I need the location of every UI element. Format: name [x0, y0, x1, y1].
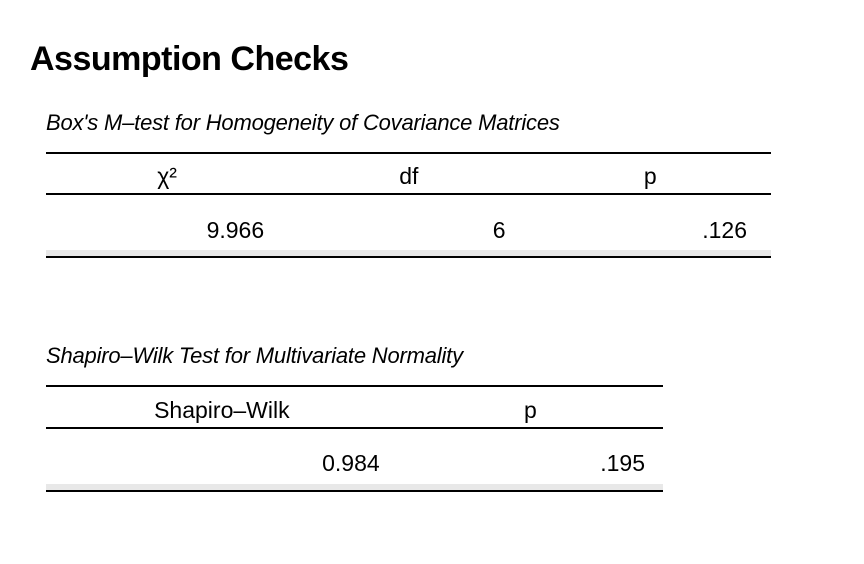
boxm-header-row [46, 153, 771, 194]
shapiro-p-value: .195 [600, 450, 645, 476]
shapiro-header-row [46, 386, 663, 428]
shapiro-table [46, 385, 663, 492]
boxm-table-footer-band [46, 250, 771, 257]
shapiro-header-statistic: Shapiro–Wilk [46, 386, 398, 428]
shapiro-statistic-value: 0.984 [322, 450, 380, 476]
footer-band-strip [46, 250, 771, 257]
page-title: Assumption Checks [30, 40, 349, 78]
boxm-table [46, 152, 771, 258]
shapiro-value-row [46, 428, 663, 484]
boxm-chi-squared-value: 9.966 [206, 217, 265, 243]
boxm-table-caption: Box's M–test for Homogeneity of Covariance Matrices [46, 110, 560, 135]
boxm-header-p: p [530, 153, 771, 194]
shapiro-table-footer-band [46, 484, 663, 491]
boxm-value-row [46, 194, 771, 250]
shapiro-table-caption: Shapiro–Wilk Test for Multivariate Normality [46, 343, 463, 368]
footer-band-strip [46, 484, 663, 491]
shapiro-header-p: p [398, 386, 663, 428]
boxm-header-df: df [288, 153, 529, 194]
boxm-p-value: .126 [702, 217, 747, 243]
boxm-df-value: 6 [492, 217, 506, 243]
boxm-header-chi-squared: χ² [46, 153, 288, 194]
